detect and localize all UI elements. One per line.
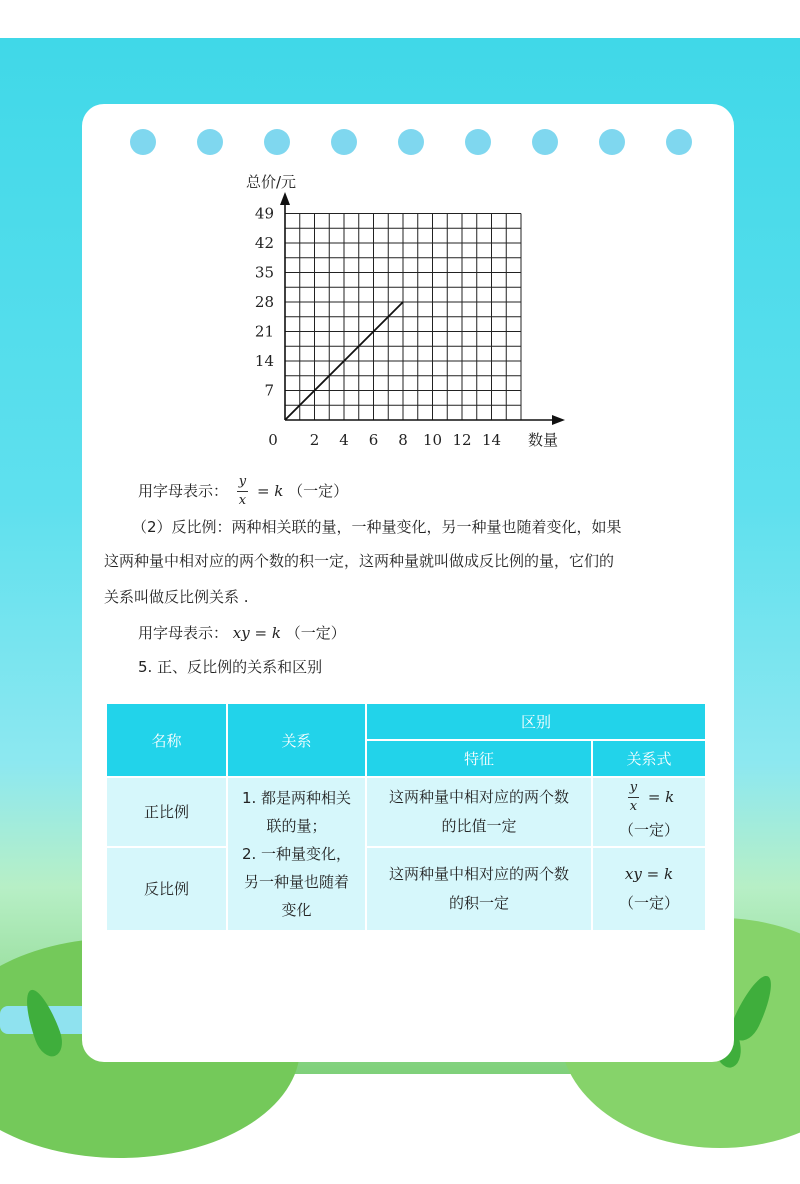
fraction-denominator: x	[629, 799, 638, 814]
section-heading: 5. 正、反比例的关系和区别	[138, 658, 323, 676]
row-direct-name: 正比例	[106, 777, 227, 847]
relation-line: 联的量；	[266, 817, 327, 835]
y-tick-label: 42	[254, 234, 274, 252]
y-tick-label: 28	[254, 293, 274, 311]
y-tick-label: 7	[264, 381, 274, 400]
comparison-table	[105, 702, 707, 932]
inverse-definition-line-3: 关系叫做反比例关系 .	[104, 588, 249, 606]
inverse-definition-line-2: 这两种量中相对应的两个数的积一定，这两种量就叫做成反比例的量，它们的	[104, 552, 615, 570]
y-tick-label: 14	[254, 352, 274, 370]
x-tick-label: 2	[309, 431, 320, 449]
relation-line: 1. 都是两种相关	[241, 789, 352, 807]
formula-fraction	[237, 473, 248, 510]
relation-cell	[227, 777, 366, 931]
x-tick-label: 4	[339, 431, 349, 449]
formula-fraction	[628, 779, 639, 816]
chart-grid	[285, 214, 521, 421]
feature-line: 这两种量中相对应的两个数	[388, 865, 569, 883]
header-formula: 关系式	[592, 740, 706, 777]
x-tick-label: 6	[368, 431, 379, 449]
feature-line: 的比值一定	[441, 817, 517, 835]
row-direct-feature	[366, 777, 592, 847]
y-axis-arrow	[280, 192, 290, 205]
binder-hole	[599, 129, 625, 155]
binder-hole	[264, 129, 290, 155]
formula-suffix: （一定）	[285, 624, 346, 642]
header-difference: 区别	[366, 703, 706, 740]
feature-line: 这两种量中相对应的两个数	[388, 788, 569, 806]
binder-hole	[197, 129, 223, 155]
binder-hole	[666, 129, 692, 155]
price-quantity-chart	[230, 165, 590, 455]
row-direct-formula	[592, 777, 706, 847]
fraction-denominator: x	[238, 493, 247, 508]
x-tick-label: 10	[422, 431, 443, 449]
formula-rhs: = k	[647, 788, 675, 806]
formula-prefix: 用字母表示：	[138, 624, 229, 642]
inverse-definition-line-1: （2）反比例：两种相关联的量，一种量变化，另一种量也随着变化，如果	[132, 518, 622, 536]
relation-line: 另一种量也随着	[243, 873, 349, 891]
binder-hole	[398, 129, 424, 155]
y-axis-label: 总价/元	[246, 173, 297, 191]
header-relation: 关系	[227, 703, 366, 777]
y-tick-label: 35	[254, 263, 274, 282]
relation-line: 2. 一种量变化，	[241, 845, 352, 863]
binder-hole	[130, 129, 156, 155]
binder-hole	[532, 129, 558, 155]
formula-suffix: （一定）	[618, 894, 679, 912]
relation-line: 变化	[281, 901, 312, 919]
feature-line: 的积一定	[448, 894, 509, 912]
binder-hole	[465, 129, 491, 155]
x-tick-label: 0	[268, 431, 278, 449]
formula-prefix: 用字母表示：	[138, 482, 229, 500]
formula-suffix: （一定）	[288, 482, 349, 500]
row-inverse-feature	[366, 847, 592, 931]
row-inverse-name: 反比例	[106, 847, 227, 931]
formula-expression: xy = k	[232, 624, 281, 642]
row-inverse-formula	[592, 847, 706, 931]
formula-rhs: = k	[256, 482, 284, 500]
header-name: 名称	[106, 703, 227, 777]
x-axis-arrow	[552, 415, 565, 425]
formula-expression: xy = k	[624, 865, 674, 883]
x-tick-label: 14	[481, 431, 502, 449]
fraction-numerator: y	[237, 473, 248, 492]
y-tick-label: 49	[254, 204, 274, 223]
inverse-proportion-formula	[138, 622, 346, 643]
fraction-numerator: y	[628, 779, 639, 798]
x-axis-label: 数量	[528, 431, 559, 449]
x-tick-label: 12	[452, 431, 472, 449]
binder-hole	[331, 129, 357, 155]
x-tick-label: 8	[398, 431, 408, 449]
binder-holes	[130, 129, 690, 155]
y-tick-label: 21	[254, 322, 274, 341]
header-feature: 特征	[366, 740, 592, 777]
formula-suffix: （一定）	[618, 821, 679, 839]
direct-proportion-formula	[138, 473, 348, 510]
